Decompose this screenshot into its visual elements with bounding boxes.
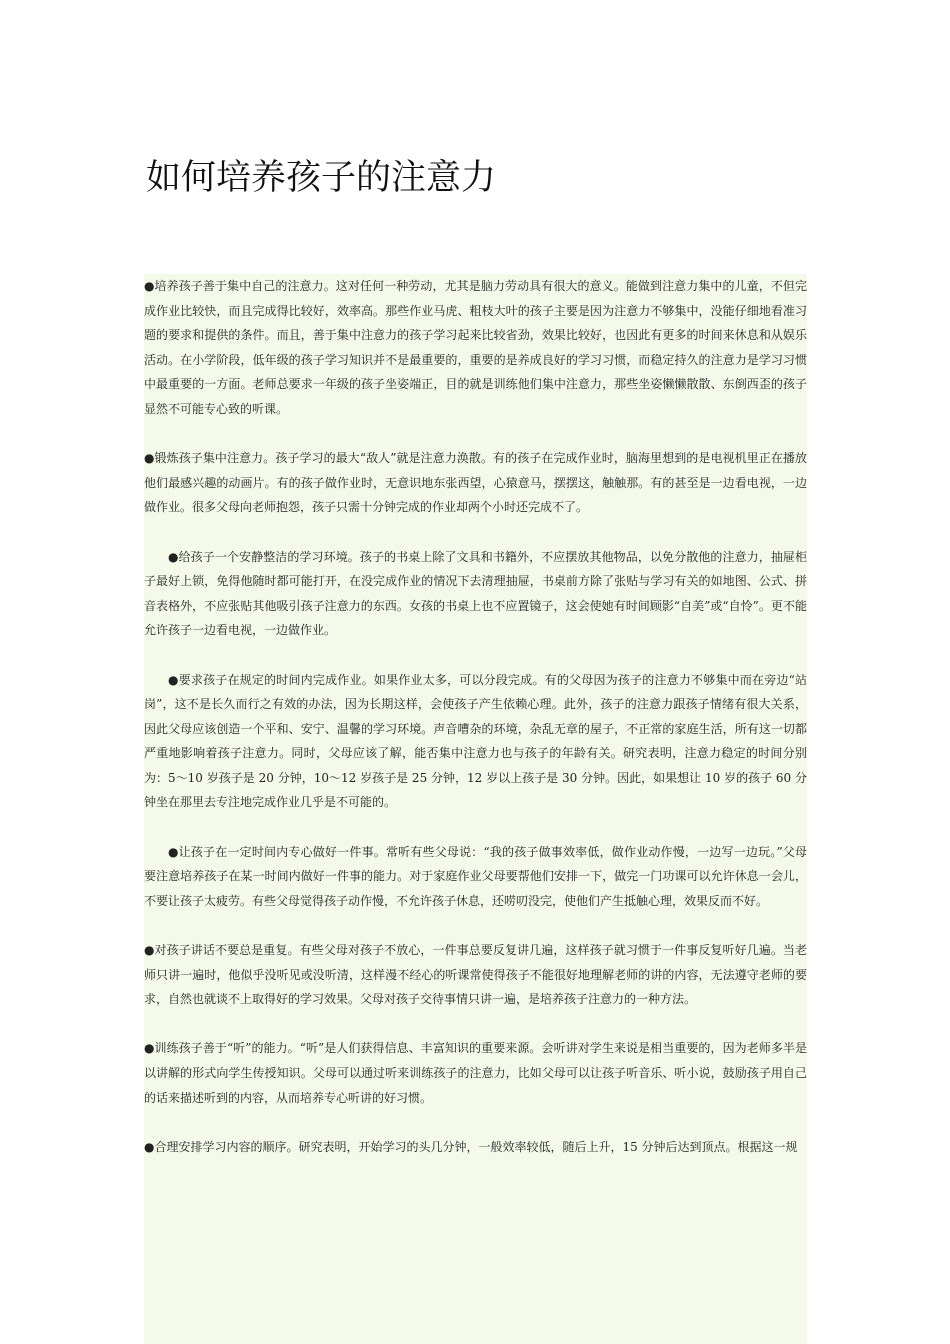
paragraph-no-repetition: ●对孩子讲话不要总是重复。有些父母对孩子不放心，一件事总要反复讲几遍，这样孩子就习惯于一件事反复听好几遍。当老师只讲一遍时，他似乎没听见或没听清，这样漫不经心的听课常使得孩子不能很好地理解老师的讲的内容，无法遵守老师的要求，自然也就谈不上取得好的学习效果。父母对孩子交待事情只讲一遍，是培养孩子注意力的一种方法。 [144,943,807,1007]
paragraph-focus-concentration: ●培养孩子善于集中自己的注意力。这对任何一种劳动，尤其是脑力劳动具有很大的意义。能做到注意力集中的儿童，不但完成作业比较快，而且完成得比较好，效率高。那些作业马虎、粗枝大叶的孩子主要是因为注意力不够集中，没能仔细地看准习题的要求和提供的条件。而且，善于集中注意力的孩子学习起来比较省劲，效果比较好，也因此有更多的时间来休息和从娱乐活动。在小学阶段，低年级的孩子学习知识并不是最重要的，重要的是养成良好的学习习惯，而稳定持久的注意力是学习习惯中最重要的一方面。老师总要求一年级的孩子坐姿端正，目的就是训练他们集中注意力，那些坐姿懒懒散散、东倒西歪的孩子显然不可能专心致的听课。 [144,279,807,416]
paragraph-gap [144,520,807,545]
paragraph-time-limit: ●要求孩子在规定的时间内完成作业。如果作业太多，可以分段完成。有的父母因为孩子的注意力不够集中而在旁边“站岗”，这不是长久而行之有效的办法，因为长期这样，会使孩子产生依赖心理。此外，孩子的注意力跟孩子情绪有很大关系，因此父母应该创造一个平和、安宁、温馨的学习环境。声音嘈杂的环境，杂乱无章的屋子，不正常的家庭生活，所有这一切都严重地影响着孩子注意力。同时，父母应该了解，能否集中注意力也与孩子的年龄有关。研究表明，注意力稳定的时间分别为：5～10 岁孩子是 20 分钟，10～12 岁孩子是 25 分钟，12 岁以上孩子是 30 分钟。因此，如果想让 10 岁的孩子 60 分钟坐在那里去专注地完成作业几乎是不可能的。 [144,672,807,810]
paragraph-gap [144,913,807,938]
paragraph-listening-skill: ●训练孩子善于“听”的能力。“听”是人们获得信息、丰富知识的重要来源。会听讲对学生来说是相当重要的，因为老师多半是以讲解的形式向学生传授知识。父母可以通过听来训练孩子的注意力，比如父母可以让孩子听音乐、听小说，鼓励孩子用自己的话来描述听到的内容，从而培养专心听讲的好习惯。 [144,1041,807,1105]
paragraph-train-concentration: ●锻炼孩子集中注意力。孩子学习的最大“敌人”就是注意力涣散。有的孩子在完成作业时，脑海里想到的是电视机里正在播放他们最感兴趣的动画片。有的孩子做作业时，无意识地东张西望，心猿意马，摆摆这，触触那。有的甚至是一边看电视，一边做作业。很多父母向老师抱怨，孩子只需十分钟完成的作业却两个小时还完成不了。 [144,451,807,515]
paragraph-gap [144,1110,807,1135]
document-title: 如何培养孩子的注意力 [146,158,497,198]
article-body [144,274,807,1344]
paragraph-gap [144,1012,807,1037]
paragraph-gap [144,422,807,447]
paragraph-study-order: ●合理安排学习内容的顺序。研究表明，开始学习的头几分钟，一般效率较低，随后上升，15 分钟后达到顶点。根据这一规 [144,1139,798,1154]
paragraph-gap [144,815,807,840]
paragraph-quiet-environment: ●给孩子一个安静整洁的学习环境。孩子的书桌上除了文具和书籍外，不应摆放其他物品，以免分散他的注意力，抽屉柜子最好上锁，免得他随时都可能打开，在没完成作业的情况下去清理抽屉，书桌前方除了张贴与学习有关的如地图、公式、拼音表格外，不应张贴其他吸引孩子注意力的东西。女孩的书桌上也不应置镜子，这会使她有时间顾影“自美”或“自怜”。更不能允许孩子一边看电视，一边做作业。 [144,549,807,638]
paragraph-one-thing-at-a-time: ●让孩子在一定时间内专心做好一件事。常听有些父母说：“我的孩子做事效率低，做作业动作慢，一边写一边玩。”父母要注意培养孩子在某一时间内做好一件事的能力。对于家庭作业父母要帮他们安排一下，做完一门功课可以允许休息一会儿，不要让孩子太疲劳。有些父母觉得孩子动作慢，不允许孩子休息，还唠叨没完，使他们产生抵触心理，效果反而不好。 [144,844,807,908]
paragraph-gap [144,643,807,668]
